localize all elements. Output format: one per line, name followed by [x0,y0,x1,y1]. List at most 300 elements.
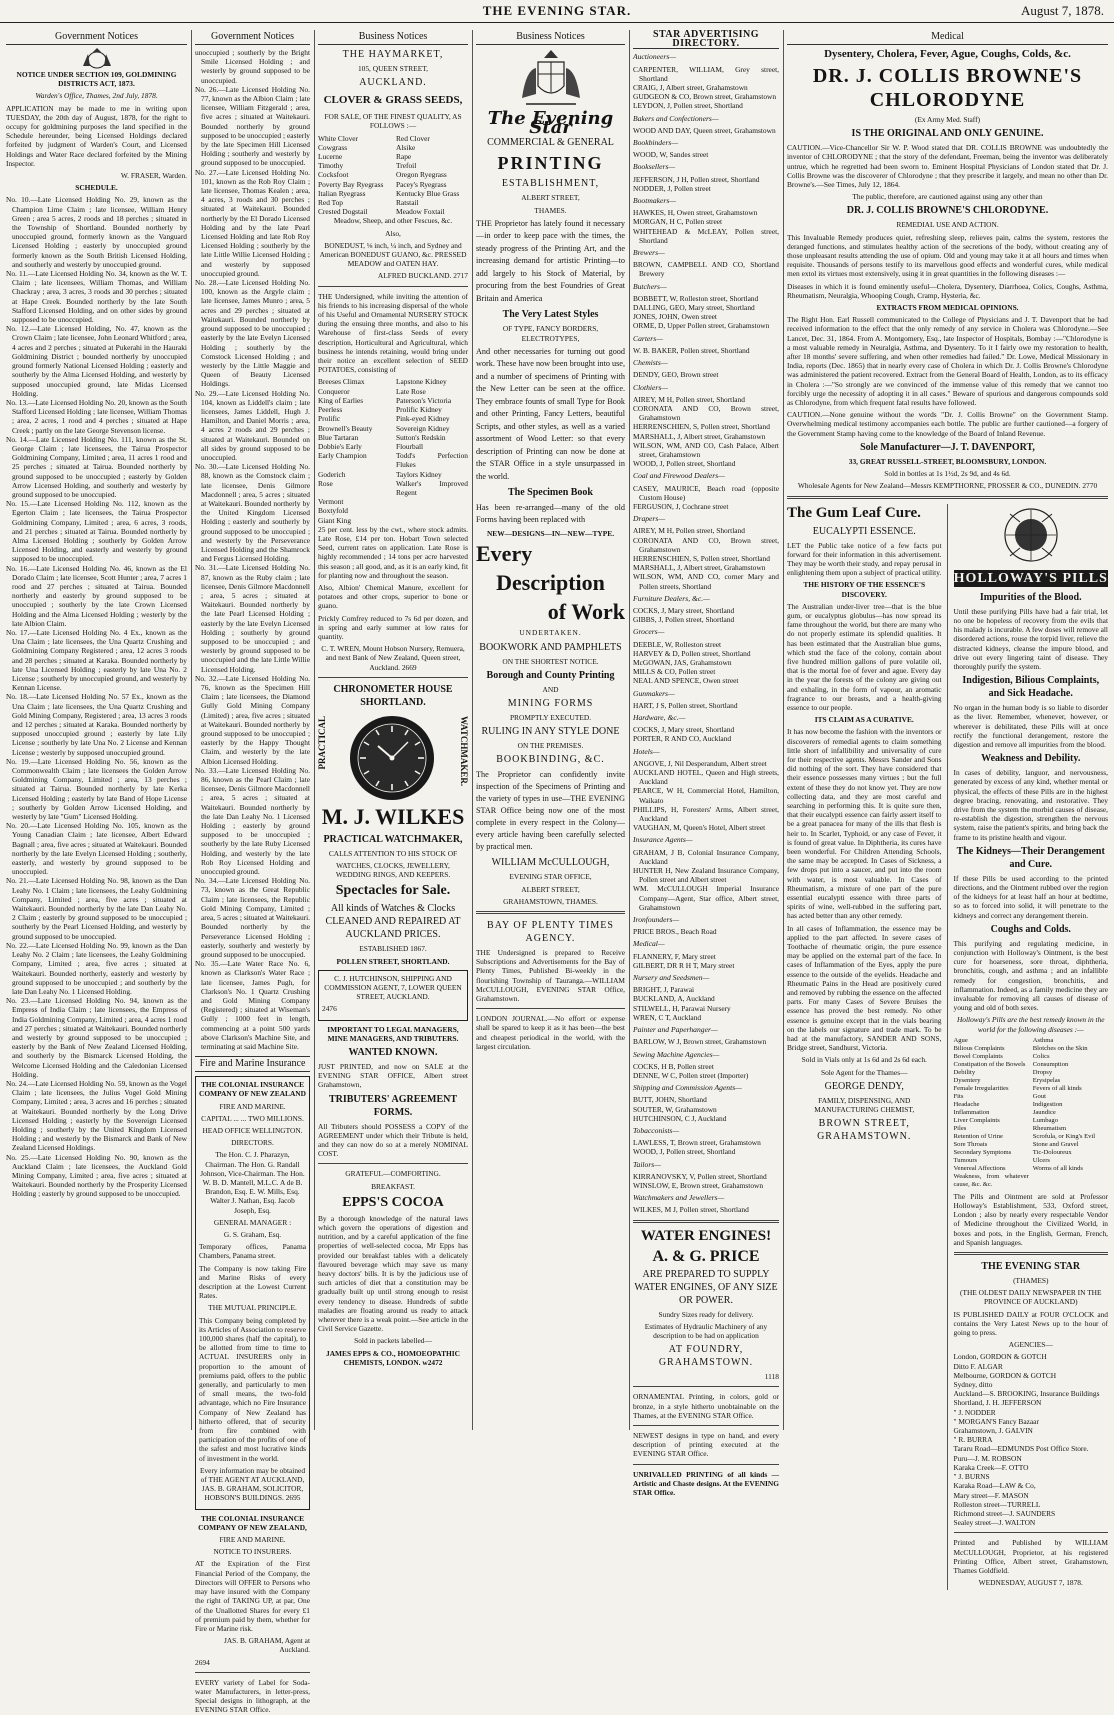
directory-category: Medical— [633,939,665,949]
directory-entry: MARSHALL, J, Albert street, Grahamstown [633,431,766,441]
disease-item: Constipation of the Bowels [953,1060,1026,1068]
column-medical [787,30,1108,1588]
directory-entry: GRAHAM, J B, Colonial Insurance Company, Auckland [633,847,779,866]
issue-date: August 7, 1878. [1020,3,1104,18]
seed-item: Cocksfoot [318,170,349,180]
section-header: Business Notices [476,30,625,45]
directory-entry: HUNTER H, New Zealand Insurance Company, Pollen street and Albert street [633,866,779,885]
of-work-word: of Work [547,599,625,625]
clover-heading: CLOVER & GRASS SEEDS, [323,94,463,107]
agency-item: Ditto F. ALGAR [953,1361,1003,1371]
ad-title: THE COLONIAL INSURANCE COMPANY OF NEW ZEALAND, [198,1513,307,1532]
agency-item: " MORGAN'S Fancy Bazaar [953,1416,1039,1426]
divider [318,677,468,678]
schedule-entry: No. 20.—Late Licensed Holding No. 105, known as the Young Canadian Claim ; late licensee, Albert Edward Bagnall ; area, five acres ; situated at Waitekauri. Bounded northerly by the late Evelyn Licensed Holding ; southerly, easterly, and westerly by ground supposed to be unoccupied. [6,821,187,877]
all-kinds-line: All kinds of Watches & Clocks CLEANED AND REPAIRED AT AUCKLAND PRICES. [325,903,461,941]
directory-entry: MORGAN, H C, Pollen street [633,217,723,227]
disease-item: Dysentery [953,1076,981,1084]
history-body: The Australian under-liver tree—that is the blue gum, or eucalyptus globulus—has now spread its fame throughout the world, but there are many who do not properly estimate its splendid qualities. It has been estimated that the Australian blue gums, which stud the face of the colony, contain about five hundred million gallons of pure volatile oil, that is the mortal foe of fever and ague. Every day in the year the forests of the colony are giving out and exhaling, in the form of vapour, an aromatic fragrance to our breasts, and a health-giving essence to our people. [787,601,942,712]
ad-directors: The Hon. C. J. Pharazyn, Chairman. The Hon. G. Randall Johnson, Vice-Chairman. The Hon. W. B. D. Mantell, M.L.C. A de B. Brandon, Esq. E. W. Mills, Esq. Walter J. Nathan, Esq. Jacob Joseph, Esq. [200,1150,305,1215]
diseases-line: Diseases in which it is found eminently useful—Cholera, Dysentery, Diarrhoea, Colics, Coughs, Asthma, Rheumatism, Neuralgia, Whooping Cough, Cramp, Hysteria, &c. [787,281,1108,300]
seed-item: Trefoil [396,161,417,171]
schedule-entry: No. 10.—Late Licensed Holding No. 29, known as the Champion Lime Claim ; late licensee, William Henry Green ; area 5 acres, 2 roods and 18 perches ; situated in the Township of Shortland. Bounded northerly by unoccupied ground, formerly known as the Vanguard Licensed Holding ; easterly by unoccupied ground formerly known as the South British Licensed Holding, and southerly and westerly by unoccupied ground. [6,195,187,269]
chronometer-heading: CHRONOMETER HOUSE SHORTLAND. [333,683,453,708]
bookwork-heading: BOOKWORK AND PAMPHLETS [479,641,622,653]
directory-entry: MARSHALL, J, Albert street, Grahamstown [633,563,766,573]
holloway-ad [954,504,1109,1591]
disease-item: Weakness, from whatever cause, &c. &c. [953,1172,1029,1188]
directory-entry: McGOWAN, JAS, Grahamstown [633,657,732,667]
pills-sold: The Pills and Ointment are sold at Professor Holloway's Establishment, 533, Oxford street, London ; also by nearly every respectable Vendor of Medicine throughout the Civilized World, in boxes and pots, in the English, German, French, and Spanish languages. [953,1191,1108,1247]
directory-category: Bootmakers— [633,196,677,206]
directory-entry: HUTCHINSON, C J, Auckland [633,1113,727,1123]
directory-entry: WOOD, J, Pollen street, Shortland [633,459,736,469]
indigestion-body: No organ in the human body is so liable to disorder as the liver. Remember, whenever, however, or wherever is debilitated, these Pills will at once rectify the functional derangement, restore the digestion and remove all impurities from the blood. [953,703,1108,749]
disease-item: Tumours [953,1156,978,1164]
weakness-body: In cases of debility, languor, and nervousness, generated by excess of any kind, whether mental or physical, the effects of these Pills are in the highest degree bracing, renovating, and restorative. They drive from the system the morbid causes of disease, re-establish the digestion, strengthen the nervous system, raise the patient's spirits, and bring back the frame to its pristine health and vigour. [953,768,1108,842]
ad-number: 2694 [195,1657,210,1667]
directory-entry: WM. McCULLOUGH Imperial Insurance Company—Agent, Star office, Albert street, Grahamstown [633,884,779,912]
directory-entry: WOOD, W, Sandes street [633,150,709,160]
borough-heading: Borough and County Printing [486,669,615,681]
seed-item: Meadow Foxtail [396,207,445,217]
extracts-body: The Right Hon. Earl Russell communicated to the College of Physicians and J. T. Davenport that he had received information to the effect that the only remedy of any service in Cholera was Chlorodyne.—See Lancet, Dec. 31, 1864. From A. Montgomery, Esq., late Inspector of Hospitals, Bombay :—"Chlorodyne is a most valuable remedy in Neuralgia, Asthma, and Dysentery. To it I fairly owe my restoration to health, after 18 months' severe suffering, and when other remedies had failed." Dr. Lowe, Medical Missionary in India, reports (Dec. 1865) that in nearly every case of Cholera in which Dr. J. Collis Browne's Chlorodyne was administered the patient recovered. Extract from the General Board of Health, London, as to its efficacy in Cholera :—"So strongly are we convinced of the immense value of this remedy that we cannot too forcibly urge the necessity of adopting it in all cases." Beware of spurious and dangerous compounds sold as Chlorodyne, from which frequent fatal results have followed. [787,315,1108,408]
coughs-heading: Coughs and Colds. [990,923,1071,935]
and-label: AND [542,684,559,694]
schedule-entry: No. 27.—Late Licensed Holding No. 101, known as the Rob Roy Claim ; late licensee, Thomas Kealen ; area, 4 acres, 3 roods and 30 perches ; situated at Waitekauri. Bounded northerly by the El Dorado Licensed Holding and by the late Pearl Licensed Holding and late Rob Roy Licensed Holding ; southerly by the late Little Willie Licensed Holding ; and westerly by supposed unoccupied ground. [195,167,310,278]
gum-sold: Sold in Vials only at 1s 6d and 2s 6d each. [801,1055,927,1065]
clock-illustration [318,712,468,804]
agency-item: London, GORDON & GOTCH [953,1352,1047,1362]
claim-body: It has now become the fashion with the inventors or discoverers of remedial agents to claim something little short of infallibility and universality of cure for their respective agents. Messrs Sander and Sons did nothing of the sort. They have considered that their essence possesses many virtues ; but the full extent of these they do not know yet. They are now collecting data, and they are most careful and searching in performing this. It is quite sure then, that their eucalypti essence can fairly assert itself to be a great panacea for many of the ills that flesh is heir to. In Scarlet, Typhoid, or any case of Fever, it is found of great value. In Diphtheria, its cures have been wonderful. For Children Attending Schools, the same may be accepted. In Cases of Sickness, a few drops put into a saucer, and put into the room with water, is most valuable. In Cases of Rheumatism, a mixture of one part of the pure essential eucalypti essence with three parts of spirits of wine, well-rubbed in the suffering part, has acted better than any other remedy. [787,727,942,921]
indigestion-heading: Indigestion, Bilious Complaints, and Sick Headache. [962,675,1100,700]
schedule-entry: No. 17.—Late Licensed Holding No. 4 Ex., known as the Una Claim ; late licensees, the Una Quartz Crushing and Goldmining Company Registered ; area, 12 acres 3 roods and 28 perches ; situated at Karaka. Bounded northerly by late Una Licensed Holding ; easterly by late Una No. 2 License ; southerly by unoccupied ground, and westerly by Kennan License. [6,627,187,693]
agency-item: " J. BURNS [953,1472,990,1482]
directory-category: Booksellers— [633,162,676,172]
directory-entry: AUCKLAND HOTEL, Queen and High streets, Auckland [633,768,779,787]
potato-item: Boxtyfold [318,506,348,516]
notice-office: Warden's Office, Thames, 2nd July, 1878. [35,91,158,101]
directory-entry: CARPENTER, WILLIAM, Grey street, Shortland [633,64,779,83]
divider [476,911,625,914]
ad-capital: CAPITAL ... ... TWO MILLIONS. [201,1113,304,1123]
schedule-heading: SCHEDULE. [75,183,118,193]
printing-body: The Proprietor can confidently invite inspection of the Specimens of Printing and the variety of types in use—THE EVENING STAR Office being now one of the most complete in every respect in the Colony—every article having been carefully selected by practical men. [476,770,625,852]
divider [633,1220,779,1223]
dysentery-heading: Dysentery, Cholera, Fever, Ague, Coughs, Colds, &c. [824,48,1071,60]
mccullough-name: WILLIAM McCULLOUGH, [491,857,610,869]
directory-entry: HERRENSCHIEN, S, Pollen street, Shortland [633,422,770,432]
directory-entry: HART, J S, Pollen street, Shortland [633,700,738,710]
disease-item: Debility [953,1068,976,1076]
directory-category: Chemists— [633,358,668,368]
schedule-entry: No. 31.—Late Licensed Holding No. 87, known as the Ruby claim ; late licensee, Denis Gilmore Macdonnell ; area, 5 acres ; situated at Waitekauri. Bounded northerly by the late Pearl Licensed Holding ; easterly by the late Evelyn Licensed Holding ; southerly by ground supposed to be unoccupied ; and westerly by ground supposed to be unoccupied and the late Little Willie Licensed Holding. [195,563,310,674]
directory-entry: NODDER, J, Pollen street [633,183,711,193]
wilkes-name: M. J. WILKES [321,803,465,829]
directory-entry: DALLING, GEO, Mary street, Shortland [633,303,755,313]
disease-item: Venereal Affections [953,1164,1006,1172]
gum-leaf-ad [787,504,948,1591]
potato-item: Lapstone Kidney [396,377,447,387]
disease-item: Worms of all kinds [1032,1164,1083,1172]
directory-entry: WOOD AND DAY, Queen street, Grahamstown [633,125,776,135]
agency-list [954,1352,1109,1527]
directory-entry: WILSON, WM, AND CO, Cash Palace, Albert street, Grahamstown [633,440,779,459]
directory-category: Carters— [633,333,663,343]
directory-entry: HERRENSCHIEN, S, Pollen street, Shortland [633,553,770,563]
seed-item: Alsike [396,142,416,152]
every-word: Every [476,541,533,567]
manufacturer-address: 33, GREAT RUSSELL-STREET, BLOOMSBURY, LONDON. [848,456,1047,466]
disease-item: Stone and Gravel [1032,1140,1079,1148]
potato-item: Sovereign Kidney [396,423,450,433]
agency-item: Shortland, J. H. JEFFERSON [953,1398,1042,1408]
schedule-entry: No. 11.—Late Licensed Holding No. 34, known as the W. T. Claim ; late licensees, William Thomas, and William Chackray ; area, 3 acres, 3 roods and 30 perches ; situated at Hape Creek. Bounded northerly by the late South Stafford Licensed Holding, and on other sides by ground supposed to be unoccupied. [6,269,187,325]
potato-item: Rose [318,478,333,488]
directory-entry: WINSLOW, E, Brown street, Grahamstown [633,1180,764,1190]
price-foundry: AT FOUNDRY, GRAHAMSTOWN. [658,1344,754,1369]
disease-item: Gout [1032,1092,1046,1100]
disease-item: Headache [953,1100,980,1108]
directory-entry: ORME, D, Upper Pollen street, Grahamstown [633,321,770,331]
directory-category: Gunmakers— [633,688,675,698]
disease-item: Scrofula, or King's Evil [1032,1132,1096,1140]
directory-entry: STILWELL, H, Parawai Nursery [633,1003,731,1013]
claim-body: In all cases of Inflammation, the essence may be applied to the part affected. In severe cases of Toothache of rheumatic origin, the pure essence may be applied on the external part of the face. In cases of Inflammation of the Eyes, apply the pure essence to the outside of the eyelids. Headache and Rheumatic Pains in the Head are positively cured and removed by rubbing the essence on the affected parts. For many Cases of Severe Bruises the essence has proved the best remedy. No other essence is genuine except that in the vials bearing on the labels our signature and trade mark. To be had at the manufactory, SANDER AND SONS, Bridge street, Sandhurst, Victoria. [787,923,942,1053]
history-heading: THE HISTORY OF THE ESSENCE'S DISCOVERY. [803,580,926,599]
dendy-address: BROWN STREET, GRAHAMSTOWN. [817,1118,912,1143]
column-rule [191,30,192,1430]
potato-item: Paterson's Victoria [396,395,452,405]
ad-notice-heading: NOTICE TO INSURERS. [213,1547,292,1557]
chlorodyne-caution: CAUTION.—None genuine without the words "Dr. J. Collis Browne" on the Government Stamp. Overwhelming medical testimony accompanies each bottle. The public are further cautioned—a forgery of the Government Stamp having come to the knowledge of the Board of Inland Revenue. [787,410,1108,438]
hutchinson-text: C. J. HUTCHINSON, SHIPPING AND COMMISSION AGENT, 7, LOWER QUEEN STREET, AUCKLAND. [324,973,462,1002]
ad-notice-signature: JAS. B. GRAHAM, Agent at Auckland. [223,1636,310,1655]
directory-entry: COCKS, J, Mary street, Shortland [633,725,735,735]
directory-category: Watchmakers and Jewellers— [633,1193,725,1203]
agency-item: Puru—J. M. ROBSON [953,1453,1022,1463]
chlorodyne-caution: The public, therefore, are cautioned against using any other than [852,192,1043,202]
divider [633,1386,779,1387]
directory-entry: BUCKLAND, A, Auckland [633,994,715,1004]
directory-entry: PORTER, R AND CO, Auckland [633,734,732,744]
directory-entry: SOUTER, W, Grahamstown [633,1104,717,1114]
directory-entry: AIREY, M H, Pollen street, Shortland [633,394,745,404]
potato-item: Conqueror [318,386,350,396]
divider [633,1464,779,1465]
directory-entry: LAWLESS, T, Brown street, Grahamstown [633,1138,761,1148]
directory-entry: CRAIG, J, Albert street, Grahamstown [633,83,748,93]
schedule-entry: No. 21.—Late Licensed Holding No. 98, known as the Dan Leahy No. 1 Claim ; late licensees, the Leahy Goldmining Company, Limited ; area, five acres ; situated at Waitekauri. Bounded northerly by the late Dan Leahy No. 2 Claim ; easterly by ground supposed to be unoccupied ; southerly by the Pearl Licensed Holding, and westerly by ground supposed to be unoccupied. [6,876,187,941]
agency-item: Sydney, ditto [953,1380,993,1390]
schedule-entry: No. 14.—Late Licensed Holding No. 111, known as the St. George Claim ; late licensees, the Tairua Prospector Goldmining Company, Limited ; area, 11 acres 1 rood and 25 perches ; situated at Tairua. Bounded northerly by ground supposed to be unoccupied ; easterly by Golden Arrow Licensed Holding, and southerly and westerly by ground supposed to be unoccupied. [6,434,187,499]
seed-more: Meadow, Sheep, and other Fescues, &c. [333,216,453,226]
ex-army-label: (Ex Army Med. Staff) [914,115,981,124]
imprint-date: WEDNESDAY, AUGUST 7, 1878. [978,1578,1083,1588]
directory-entry: LEYDON, J, Pollen street, Shortland [633,101,743,111]
evening-star-published: IS PUBLISHED DAILY at FOUR O'CLOCK and contains the Very Latest News up to the hour of going to press. [953,1309,1108,1338]
watchmaker-side-label: WATCHMAKER. [459,715,469,786]
gum-body: LET the Public take notice of a few facts put forward for their information in this advertisement. They may be worth their study, and repay perusal in enlightening them upon a subject of practical utility. [787,540,942,578]
directory-entry: CORONATA AND CO, Brown street, Grahamstown [633,403,779,423]
ad-manager-label: GENERAL MANAGER : [213,1217,292,1227]
potato-item: Todd's Perfection Flukes [396,451,468,470]
mccullough-street: ALBERT STREET, [521,884,580,894]
specimen-body: Has been re-arranged—many of the old Forms having been replaced with [476,503,625,525]
seed-item: Red Clover [396,133,430,143]
agency-item: Karaka Road—LAW & Co, [953,1481,1036,1491]
price-number: 1118 [764,1372,779,1382]
coughs-body: This purifying and regulating medicine, in conjunction with Holloway's Ointment, is the best cure for hoarseness, sore throat, diphtheria, bronchitis, cough, and asthma ; and an infallible remedy for congestion, bronchitis, and inflammation. Indeed, as a family medicine they are invaluable for removing all causes of disease of young and old of both sexes. [953,938,1108,1013]
directory-entry: FERGUSON, J, Cochrane street [633,501,729,511]
shortest-notice: ON THE SHORTEST NOTICE. [502,656,599,666]
agency-item: Sealey street—J. WALTON [953,1518,1036,1528]
potato-item: King of Earlies [318,395,364,405]
bop-body: THE Undersigned is prepared to Receive Subscriptions and Advertisements for the Bay of Plenty Times, Published Bi-weekly in the flourishing Township of Tauranga.—WILLIAM McCULLOUGH, EVENING STAR Office, Grahamstown. [476,948,625,1004]
disease-item: Colics [1032,1052,1050,1060]
labels-ad: EVERY variety of Label for Soda-water Manufacturers, in letter-press, Special designs in lithograph, at the EVENING STAR Office. [195,1677,310,1715]
lower-medical-split [787,504,1108,1591]
ad-signature: ALFRED BUCKLAND. 2717 [377,271,468,281]
mining-forms-heading: MINING FORMS [507,698,594,710]
directory-category: Grocers— [633,627,665,637]
directory-entry: BRIGHT, J, Parawai [633,985,695,995]
imprint: Printed and Published by WILLIAM McCULLOUGH, Proprietor, at his registered Printing Office, Albert street, Grahamstown, Thames Goldfield. [953,1538,1108,1575]
breakfast-line: BREAKFAST. [371,1181,415,1191]
seed-item: Italian Ryegrass [318,188,366,198]
tributers-heading: TRIBUTERS' AGREEMENT FORMS. [328,1093,458,1118]
agency-item: Rolleston street—TURRELL [953,1499,1041,1509]
promptly-label: PROMPTLY EXECUTED. [509,713,592,723]
directory-entry: CORONATA AND CO, Brown street, Grahamstown [633,535,779,554]
potato-item: Blue Tartaran [318,432,359,442]
wanted-heading: WANTED KNOWN. [348,1047,438,1059]
seed-item: Pacey's Ryegrass [396,179,447,189]
schedule-entry: No. 34.—Late Licensed Holding No. 73, known as the Great Republic Claim ; late licensees, the Republic Gold Mining Company, Limited ; area, 5 acres ; situated at Waitekauri. Bounded northerly by the Perseverance Licensed Holding ; easterly, southerly and westerly by ground supposed to be unoccupied. [195,876,310,959]
directory-entry: DENDY, GEO, Brown street [633,370,719,380]
directory-entry: ANGOVE, J, Nil Desperandum, Albert street [633,758,767,768]
sole-manufacturer: Sole Manufacturer—J. T. DAVENPORT, [860,441,1035,453]
spectacles-heading: Spectacles for Sale. [335,883,451,899]
directory-category: Shipping and Commission Agents— [633,1083,742,1093]
hutchinson-ad [318,970,468,1021]
directory-entry: BARLOW, W J, Brown street, Grahamstown [633,1037,767,1047]
directory-category: Ironfounders— [633,915,680,925]
directory-entry: WREN, C T, Auckland [633,1012,702,1022]
schedule-entry: No. 19.—Late Licensed Holding No. 56, known as the Commonwealth Claim ; late licensees the Golden Arrow Goldmining Company, Limited ; area, 13 perches ; situated at Tairua. Bounded northerly by late Kerka Licensed Holding ; easterly by late Band of Hope License ; southerly by Golden Arrow Licensed Holding, and westerly by late "Gum" Licensed Holding. [6,756,187,822]
potato-item: Giant King [318,515,352,525]
directory-category: Insurance Agents— [633,835,693,845]
ad-offices: Temporary offices, Panama Chambers, Panama street. [199,1242,306,1261]
column-rule [314,30,315,1430]
remedial-heading: REMEDIAL USE AND ACTION. [896,220,999,230]
weakness-heading: Weakness and Debility. [981,753,1081,765]
divider [318,1163,468,1164]
agencies-heading: AGENCIES— [1008,1340,1053,1350]
disease-item: Fits [953,1092,964,1100]
schedule-entry: No. 25.—Late Licensed Holding No. 90, known as the Auckland Claim ; late licensees, the Auckland Gold Mining Company, Limited ; area, five acres ; situated at Waitekauri. Bounded northerly by the Prosperity Licensed Holding ; easterly by ground supposed to be unoccupied. [6,1152,187,1199]
section-header: Government Notices [195,30,310,45]
clock-icon [348,714,436,802]
undertaken-label: UNDERTAKEN. [519,628,582,638]
directory-entry: HARVEY & D, Pollen street, Shortland [633,648,751,658]
ad-company-risks: The Company is now taking Fire and Marine Risks of every description at the Lowest Current Rates. [199,1263,306,1301]
albert-street: ALBERT STREET, [521,193,580,203]
ad-subtitle: FIRE AND MARINE. [219,1535,286,1545]
sold-bottles: Sold in bottles at 1s 1½d, 2s 9d, and 4s 6d. [884,469,1011,479]
schedule-entry: No. 35.—Late Water Race No. 6, known as Clarkson's Water Race ; late licensee, James Pugh, for Clarkson's No. 1 Quartz Crushing and Gold Mining Company (Registered) ; situated at Wiseman's Gully ; 1000 feet in length, commencing at a point 500 yards above Clarkson's Machine Site, and terminating at said Machine Site. [195,959,310,1051]
agency-item: Auckland—S. BROOKING, Insurance Buildings [953,1389,1100,1399]
claim-heading: ITS CLAIM AS A CURATIVE. [814,715,914,725]
agency-item: " J. NODDER [953,1407,996,1417]
directory-entry: COCKS, J, Mary street, Shortland [633,605,735,615]
epps-body: By a thorough knowledge of the natural laws which govern the operations of digestion and nutrition, and by a careful application of the fine properties of well-selected cocoa, Mr Epps has provided our breakfast tables with a delicately flavoured beverage which may save us many heavy doctors' bills. It is by the judicious use of such articles of diet that a constitution may be gradually built up until strong enough to resist every tendency to disease. Hundreds of subtle maladies are floating around us ready to attack wherever there is a weak point.—See article in the Civil Service Gazette. [318,1213,468,1334]
ad-head-office: HEAD OFFICE WELLINGTON. [202,1125,303,1135]
holloway-banner: HOLLOWAY'S PILLS [953,570,1108,586]
remedy-for-line: Holloway's Pills are the best remedy known in the world for the following diseases :— [956,1015,1105,1034]
wren-body: Prickly Comfrey reduced to 7s 6d per dozen, and in spring and early summer at low rates for quantity. [318,613,468,641]
agency-item: Mary street—F. MASON [953,1490,1029,1500]
section-header: Government Notices [6,30,187,45]
potato-item: Peerless [318,405,343,415]
commercial-heading: COMMERCIAL & GENERAL [487,137,614,149]
directory-entry: DEEBLE, W, Rolleston street [633,639,722,649]
potato-item: Prolific Kidney [396,405,442,415]
disease-item: Blotches on the Skin [1032,1044,1088,1052]
directory-category: Bakers and Confectioners— [633,113,719,123]
directory-category: Painter and Paperhanger— [633,1025,718,1035]
directory-category: Hotels— [633,746,660,756]
mccullough-office: EVENING STAR OFFICE, [509,872,592,882]
wren-intro: THE Undersigned, while inviting the attention of his friends to his increasing dispersal of the whole of his Useful and Ornamental NURSERY STOCK during the ensuing three months, and also to his Warehouse of first-class Seeds of every description, Horticultural and Agricultural, which business he intends retaining, would bring under their notice an excellent selection of SEED POTATOES, consisting of [318,291,468,375]
disease-item: Rheumatism [1032,1124,1067,1132]
divider [476,1008,625,1009]
column-government-notices-2 [195,30,310,1715]
seed-item: Timothy [318,161,344,171]
holloway-emblem-icon [996,504,1066,566]
potato-item: Prolific [318,414,341,424]
seed-item: Cowgrass [318,142,348,152]
disease-item: Ulcers [1032,1156,1050,1164]
divider [954,1532,1109,1533]
directory-category: Drapers— [633,514,666,524]
directory-entry: FLANNERY, F, Mary street [633,951,716,961]
directory-entry: DENNE, W C, Pollen street (Importer) [633,1070,749,1080]
disease-item: Bowel Complaints [953,1052,1003,1060]
agency-item: Karaka Creek—F. OTTO [953,1462,1029,1472]
evening-star-heading: THE EVENING STAR [981,1261,1081,1273]
column-advertising-directory [633,29,779,1497]
agency-item: Melbourne, GORDON & GOTCH [953,1370,1057,1380]
evening-star-title: The Evening Star [487,108,614,139]
directory-category: Sewing Machine Agencies— [633,1049,720,1059]
potato-item: Goderich [318,469,346,479]
directory-entry: JEFFERSON, J H, Pollen street, Shortland [633,174,760,184]
disease-item: Consumption [1032,1060,1069,1068]
haymarket-city: AUCKLAND. [359,77,427,89]
potato-item: Dobbie's Early [318,441,362,451]
wanted-body: JUST PRINTED, and now on SALE at the EVENING STAR OFFICE, Albert street Grahamstown, [318,1062,468,1090]
gum-leaf-heading: The Gum Leaf Cure. [787,504,921,521]
thames-label: THAMES. [534,205,567,215]
directory-category: Brewers— [633,248,665,258]
price-prepared: ARE PREPARED TO SUPPLY WATER ENGINES, OF ANY SIZE OR POWER. [634,1268,778,1306]
epps-sold: Sold in packets labelled— [354,1336,432,1346]
disease-item: Tic-Doloureux [1032,1148,1072,1156]
directory-entry: PHILLIPS, H, Foresters' Arms, Albert street, Auckland [633,804,779,824]
ornamental-ad: ORNAMENTAL Printing, in colors, gold or bronze, in a style hitherto unobtainable on the Thames, at the EVENING STAR Office. [633,1392,779,1420]
agency-item: Richmond street—J. SAUNDERS [953,1508,1056,1518]
london-journal: LONDON JOURNAL.—No effort or expense shall be spared to keep it as it has been—the best and cheapest periodical in the world, with the largest circulation. [476,1014,625,1051]
column-business-notices-2 [476,30,625,1430]
wilkes-stock: WATCHES, CLOCKS, JEWELLERY, WEDDING RINGS, AND KEEPERS. [335,860,451,880]
disease-item: Asthma [1032,1036,1054,1044]
wilkes-calls: CALLS ATTENTION TO HIS STOCK OF [328,848,458,858]
ad-subtitle: FIRE AND MARINE. [219,1101,286,1111]
wren-signature: C. T. WREN, Mount Hobson Nursery, Remuera, and next Bank of New Zealand, Queen street, Auckland. 2669 [321,644,465,672]
directory-entry: BOBBETT, W, Rolleston street, Shortland [633,293,759,303]
disease-item: Liver Complaints [953,1116,1000,1124]
potato-item: Late Rose [396,386,426,396]
epps-firm: JAMES EPPS & CO., HOMOEOPATHIC CHEMISTS, LONDON. w2472 [326,1348,460,1367]
original-heading: IS THE ORIGINAL AND ONLY GENUINE. [851,128,1044,140]
evening-star-oldest: (THE OLDEST DAILY NEWSPAPER IN THE PROVINCE OF AUCKLAND) [959,1288,1102,1307]
disease-item: Lumbago [1032,1116,1059,1124]
notice-body: APPLICATION may be made to me in writing upon TUESDAY, the 20th day of August, 1878, for the right to occupy for goldmining purposes the land specified in the Schedule hereunder, being Licensed Holdings declared forfeited by judgment of Warden's Court, and Licensed Holdings and Water Race declared forfeited by the Mining Inspector. [6,103,187,168]
directory-entry: JONES, JOHN, Owen street [633,312,717,322]
new-designs-line: NEW—DESIGNS—IN—NEW—TYPE. [486,529,615,539]
directory-entry: WILSON, WM, AND CO, corner Mary and Pollen streets, Shortland [633,572,779,591]
disease-item: Sore Throats [953,1140,988,1148]
disease-item: Indigestion [1032,1100,1063,1108]
ad-title: THE COLONIAL INSURANCE COMPANY OF NEW ZEALAND [199,1080,306,1099]
directory-entry: WILKES, M J, Pollen street, Shortland [633,1205,749,1215]
directory-entry: WHITEHEAD & McLEAY, Pollen street, Shortland [633,226,779,245]
schedule-entry: No. 23.—Late Licensed Holding No. 94, known as the Empress of India Claim ; late licensees, the Empress of India Goldmining Company, Limited ; area, 4 acres 1 rood and 27 perches ; situated at Waitekauri. Bounded northerly and westerly by ground supposed to be unoccupied ; easterly by the Bank of New Zealand Licensed Holding, and southerly by the Bismarck Licensed Holding, the Welcome Licensed Holding and the Caledonian Licensed Holding. [6,996,187,1079]
mccullough-town: GRAHAMSTOWN, THAMES. [503,896,598,906]
specimen-heading: The Specimen Book [507,487,593,499]
column-rule [783,30,784,1430]
directory-entry: HAWKES, H, Owen street, Grahamstown [633,208,758,218]
ad-agent: Every information may be obtained of THE AGENT AT AUCKLAND, JAS. B. GRAHAM, SOLICITOR, HOBSON'S BUILDINGS. 2695 [199,1465,306,1503]
bonedust-line: BONEDUST, ⅛ inch, ¼ inch, and Sydney and American BONEDUST GUANO, &c. PRESSED MEADOW and OATEN HAY. [319,240,467,269]
schedule-entry: No. 24.—Late Licensed Holding No. 59, known as the Vogel Claim ; late licensees, the Julius Vogel Gold Mining Company, Limited ; area, 3 acres and 16 perches ; situated at Waitekauri. Bounded northerly by the Long Drive Licensed Holding ; easterly by the Sovereign Licensed Holding ; southerly by the United Kingdom Licensed Holding ; and westerly by the Bismarck and Bank of New Zealand Licensed Holdings. [6,1078,187,1153]
latest-styles-heading: The Very Latest Styles [502,309,599,321]
pollen-street-line: POLLEN STREET, SHORTLAND. [336,956,450,966]
directory-header: STAR ADVERTISING DIRECTORY. [633,30,779,49]
wholesale-agents: Wholesale Agents for New Zealand—Messrs KEMPTHORNE, PROSSER & CO., DUNEDIN. 2770 [797,481,1098,491]
printing-body: And other necessaries for turning out good work. These have now been brought into use, and a number of specimens of Printing with the New Letter can be seen at the office. They embrace founts of small Type for Book and other Printing, Fancy Letters, beautiful Scripts, and other styles, as well as a varied assortment of Wood Letter: so that every description of Printing can now be done at the STAR Office in a style unsurpassed in the world. [476,346,625,481]
epps-heading: EPPS'S COCOA [342,1194,444,1210]
directory-category: Nursery and Seedsmen— [633,973,710,983]
impurities-heading: Impurities of the Blood. [979,591,1082,603]
agency-item: Grahamstown, J. GALVIN [953,1426,1033,1436]
directory-entry: COCKS, H B, Pollen street [633,1061,714,1071]
seed-item: Ratstail [396,198,419,208]
directory-entry: AIREY, M H, Pollen street, Shortland [633,526,745,536]
unrivalled-ad: UNRIVALLED PRINTING of all kinds —Artistic and Chaste designs. At the EVENING STAR Office. [633,1469,779,1497]
directory-entry: NEAL AND SPENCE, Owen street [633,676,739,686]
directory-category: Coal and Firewood Dealers— [633,471,725,481]
dendy-name: GEORGE DENDY, [824,1080,904,1092]
seed-item: White Clover [318,133,359,143]
ruling-heading: RULING IN ANY STYLE DONE [481,726,620,738]
schedule-entry: No. 33.—Late Licensed Holding No. 86, known as the Pearl Claim ; late licensee, Denis Gilmore Macdonnell ; area, 5 acres ; situated at Waitekauri. Bounded northerly by the late Dan Leahy No. 1 Licensed Holding ; easterly by ground supposed to be unoccupied ; southerly by the late Ruby Licensed Holding, and westerly by the late Rob Roy Licensed Holding and unoccupied ground. [195,765,310,877]
divider [787,496,1108,499]
wilkes-subtitle: PRACTICAL WATCHMAKER, [323,833,463,845]
bop-heading: BAY OF PLENTY TIMES AGENCY. [487,920,614,945]
kidneys-body: If these Pills be used according to the printed directions, and the Ointment rubbed over the region of the kidneys for at least half an hour at bedtime, so as to forced into solid, it will penetrate to the kidneys and correct any derangement therein. [953,873,1108,920]
